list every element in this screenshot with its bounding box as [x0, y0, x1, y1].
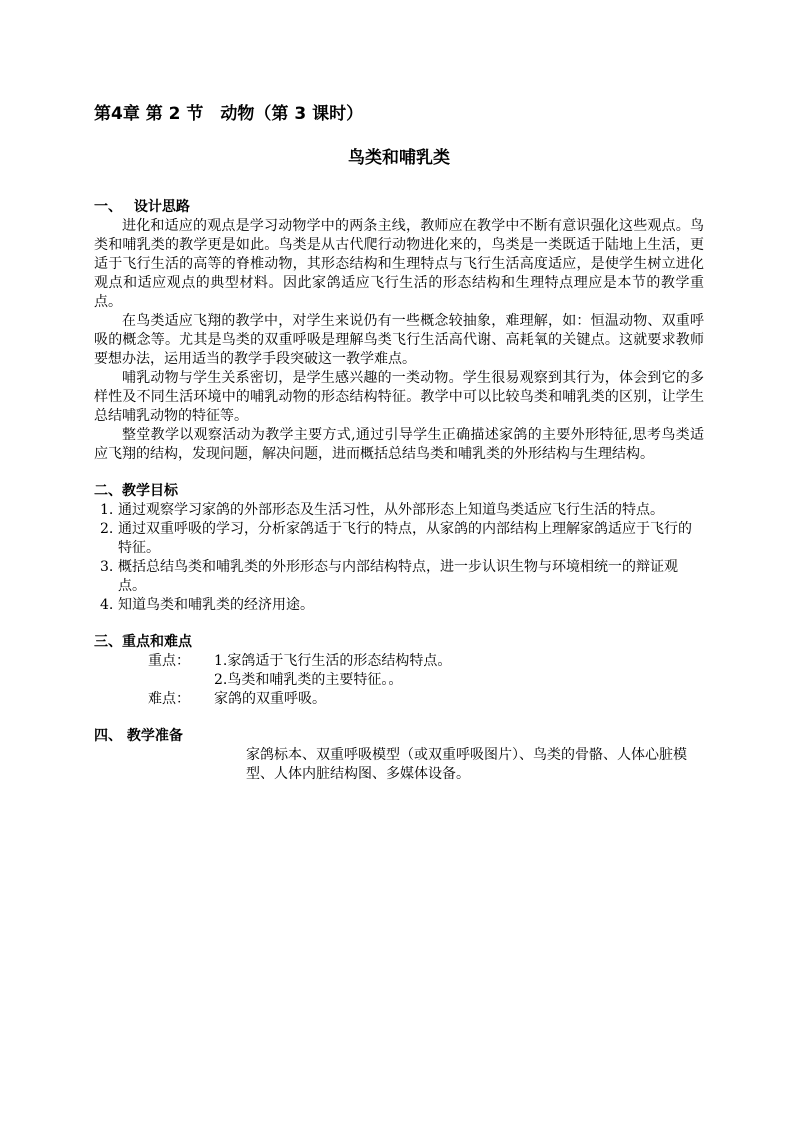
- key-point-text: 2.鸟类和哺乳类的主要特征。。: [214, 672, 403, 688]
- key-point-row: [94, 652, 704, 671]
- section-heading-objectives: 二、教学目标: [94, 483, 178, 499]
- objective-item: [94, 501, 704, 520]
- key-point-row: [94, 671, 704, 690]
- section-heading-design: 一、 设计思路: [94, 199, 190, 215]
- objective-number: 1.: [100, 502, 114, 518]
- chapter-title: 第4章 第 2 节 动物（第 3 课时）: [94, 104, 364, 124]
- difficulty-label: 难点：: [148, 691, 190, 707]
- preparation-text: 家鸽标本、双重呼吸模型（或双重呼吸图片）、鸟类的骨骼、人体心脏模型、人体内脏结构图、多媒体设备。: [246, 747, 687, 782]
- objective-item: [94, 596, 704, 615]
- design-paragraph: 进化和适应的观点是学习动物学中的两条主线，教师应在教学中不断有意识强化这些观点。鸟类和哺乳类的教学更是如此。鸟类是从古代爬行动物进化来的，鸟类是一类既适于陆地上生活，更适于飞行生活的高等的脊椎动物，其形态结构和生理特点与飞行生活高度适应，是使学生树立进化观点和适应观点的典型材料。因此家鸽适应飞行生活的形态结构和生理特点理应是本节的教学重点。: [94, 218, 704, 310]
- objective-number: 4.: [100, 597, 114, 613]
- difficulty-row: [94, 690, 704, 709]
- objective-text: 通过观察学习家鸽的外部形态及生活习性，从外部形态上知道鸟类适应飞行生活的特点。: [118, 502, 664, 518]
- objectives-list: [94, 501, 704, 615]
- difficulty-text: 家鸽的双重呼吸。: [214, 691, 326, 707]
- objective-text: 知道鸟类和哺乳类的经济用途。: [118, 597, 314, 613]
- design-paragraph: 哺乳动物与学生关系密切，是学生感兴趣的一类动物。学生很易观察到其行为，体会到它的多样性及不同生活环境中的哺乳动物的形态结构特征。教学中可以比较鸟类和哺乳类的区别，让学生总结哺乳动物的特征等。: [94, 370, 704, 424]
- objective-number: 3.: [100, 559, 114, 575]
- key-point-label: 重点：: [148, 653, 190, 669]
- section-heading-key-points: 三、重点和难点: [94, 634, 192, 650]
- objective-number: 2.: [100, 521, 114, 537]
- objective-text: 通过双重呼吸的学习，分析家鸽适于飞行的特点，从家鸽的内部结构上理解家鸽适应于飞行的特征。: [118, 521, 692, 556]
- objective-text: 概括总结鸟类和哺乳类的外形形态与内部结构特点，进一步认识生物与环境相统一的辩证观点。: [118, 559, 678, 594]
- key-point-text: 1.家鸽适于飞行生活的形态结构特点。: [214, 653, 452, 669]
- key-point-label-spacer: [94, 671, 214, 690]
- document-page: [94, 100, 704, 784]
- section-heading-preparation: 四、 教学准备: [94, 728, 183, 744]
- design-paragraph: 在鸟类适应飞翔的教学中，对学生来说仍有一些概念较抽象，难理解，如：恒温动物、双重呼吸的概念等。尤其是鸟类的双重呼吸是理解鸟类飞行生活高代谢、高耗氧的关键点。这就要求教师要想办法，运用适当的教学手段突破这一教学难点。: [94, 313, 704, 367]
- objective-item: [94, 558, 704, 596]
- objective-item: [94, 520, 704, 558]
- lesson-title: 鸟类和哺乳类: [348, 148, 450, 168]
- design-paragraph: 整堂教学以观察活动为教学主要方式,通过引导学生正确描述家鸽的主要外形特征,思考鸟类适应飞翔的结构，发现问题，解决问题，进而概括总结鸟类和哺乳类的外形结构与生理结构。: [94, 427, 704, 462]
